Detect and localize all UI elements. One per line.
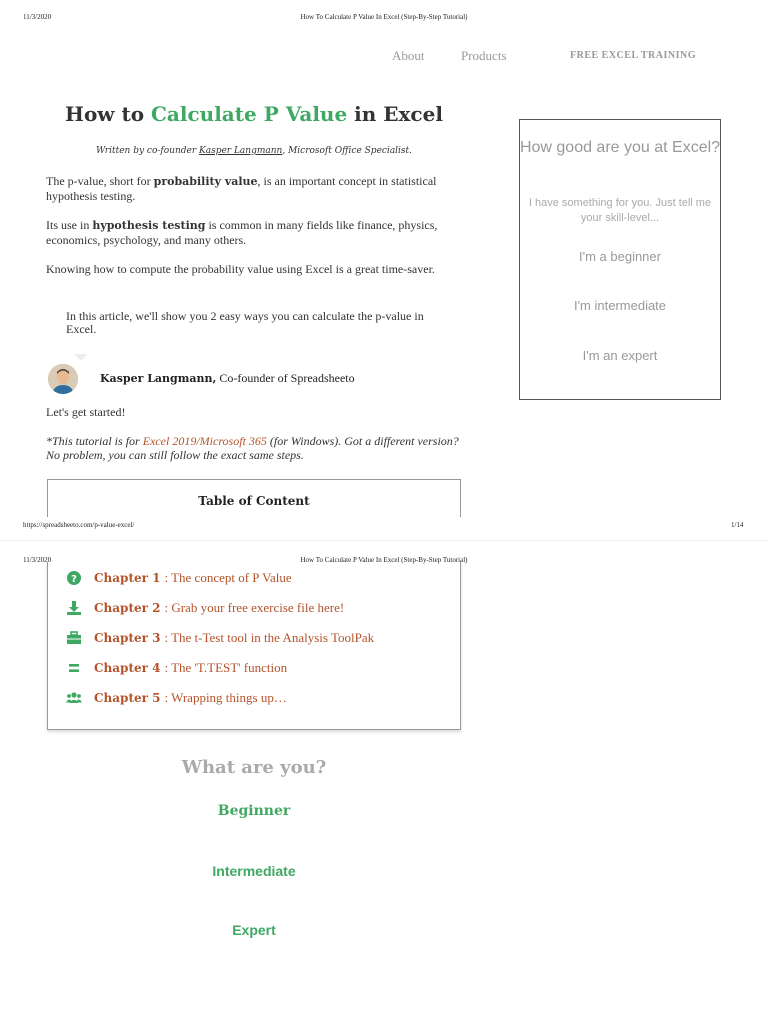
title-pre: How to <box>65 102 152 126</box>
byline <box>46 146 462 156</box>
toc-item-chapter-5[interactable] <box>66 690 287 706</box>
version-note <box>46 434 466 462</box>
toc-chapter-label: Chapter 2 <box>94 601 161 615</box>
byline-post: , Microsoft Office Specialist. <box>282 146 413 156</box>
nav-about[interactable]: About <box>392 48 425 63</box>
quiz-level-beginner[interactable]: Beginner <box>217 803 291 819</box>
toc-chapter-text: : The concept of P Value <box>164 570 292 585</box>
users-icon <box>66 690 82 706</box>
author-name: Kasper Langmann, <box>100 372 217 385</box>
toolbox-icon <box>66 630 82 646</box>
article-title <box>46 102 462 126</box>
toc-item-chapter-2[interactable] <box>66 600 344 616</box>
print-title-2: How To Calculate P Value In Excel (Step-By-Step Tutorial) <box>300 556 468 564</box>
title-post: in Excel <box>347 102 443 126</box>
quiz-level-expert[interactable]: Expert <box>232 922 276 938</box>
toc-chapter-label: Chapter 4 <box>94 661 161 675</box>
author-avatar <box>48 364 78 394</box>
question-circle-icon <box>66 570 82 586</box>
print-date: 11/3/2020 <box>23 13 52 21</box>
skill-option-intermediate[interactable]: I'm intermediate <box>573 298 667 313</box>
person-avatar-icon <box>48 364 78 394</box>
excel-version-link[interactable]: Excel 2019/Microsoft 365 <box>142 434 267 448</box>
svg-text:?: ? <box>71 574 77 585</box>
p1-post: , is an important concept in statistical hypothesis testing. <box>46 174 437 203</box>
p2-post: is common in many fields like finance, physics, economics, psychology, and many others. <box>46 218 438 247</box>
toc-title: Table of Content <box>198 494 310 508</box>
skill-option-beginner[interactable]: I'm a beginner <box>579 249 661 264</box>
skill-box-subtitle: I have something for you. Just tell me your skill-level... <box>528 197 712 224</box>
toc-chapter-label: Chapter 1 <box>94 571 161 585</box>
download-icon <box>66 600 82 616</box>
toc-chapter-text: : Wrapping things up… <box>164 690 287 705</box>
callout-bubble-tip <box>74 354 88 361</box>
quiz-level-intermediate[interactable]: Intermediate <box>212 863 296 879</box>
title-accent: Calculate P Value <box>151 102 348 126</box>
toc-item-chapter-1[interactable] <box>66 570 292 586</box>
print-date-2: 11/3/2020 <box>23 556 52 564</box>
p2-pre: Its use in <box>46 218 93 232</box>
p2-bold: hypothesis testing <box>92 219 206 232</box>
print-page-number: 1/14 <box>731 521 744 529</box>
quiz-title: What are you? <box>181 757 327 778</box>
toc-item-chapter-4[interactable] <box>66 660 287 676</box>
lets-get-started: Let's get started! <box>46 405 126 419</box>
intro-paragraph-1 <box>46 174 466 203</box>
toc-chapter-text: : The 'T.TEST' function <box>164 660 288 675</box>
callout-quote: In this article, we'll show you 2 easy ways you can calculate the p-value in Excel. <box>66 309 424 336</box>
byline-author-link[interactable]: Kasper Langmann <box>199 146 283 156</box>
toc-chapter-label: Chapter 5 <box>94 691 161 705</box>
page-separator <box>0 540 768 541</box>
intro-paragraph-2 <box>46 218 466 247</box>
equals-icon <box>66 660 82 676</box>
print-url: https://spreadsheeto.com/p-value-excel/ <box>23 521 135 529</box>
skill-option-expert[interactable]: I'm an expert <box>582 348 658 363</box>
note-post: (for Windows). Got a different version? No problem, you can still follow the exact same steps. <box>46 434 459 462</box>
toc-chapter-label: Chapter 3 <box>94 631 161 645</box>
toc-chapter-text: : Grab your free exercise file here! <box>164 600 345 615</box>
p1-pre: The p-value, short for <box>46 174 154 188</box>
byline-pre: Written by co-founder <box>95 146 199 156</box>
skill-box-title: How good are you at Excel? <box>519 139 721 156</box>
toc-chapter-text: : The t-Test tool in the Analysis ToolPak <box>164 630 375 645</box>
author-role: Co-founder of Spreadsheeto <box>216 371 355 385</box>
note-pre: *This tutorial is for <box>46 434 143 448</box>
nav-free-excel-training[interactable]: FREE EXCEL TRAINING <box>570 50 697 61</box>
nav-products[interactable]: Products <box>461 48 507 63</box>
intro-paragraph-3: Knowing how to compute the probability value using Excel is a great time-saver. <box>46 262 435 276</box>
print-title: How To Calculate P Value In Excel (Step-By-Step Tutorial) <box>300 13 468 21</box>
p1-bold: probability value <box>153 175 258 188</box>
toc-item-chapter-3[interactable] <box>66 630 374 646</box>
author-line <box>100 371 355 386</box>
